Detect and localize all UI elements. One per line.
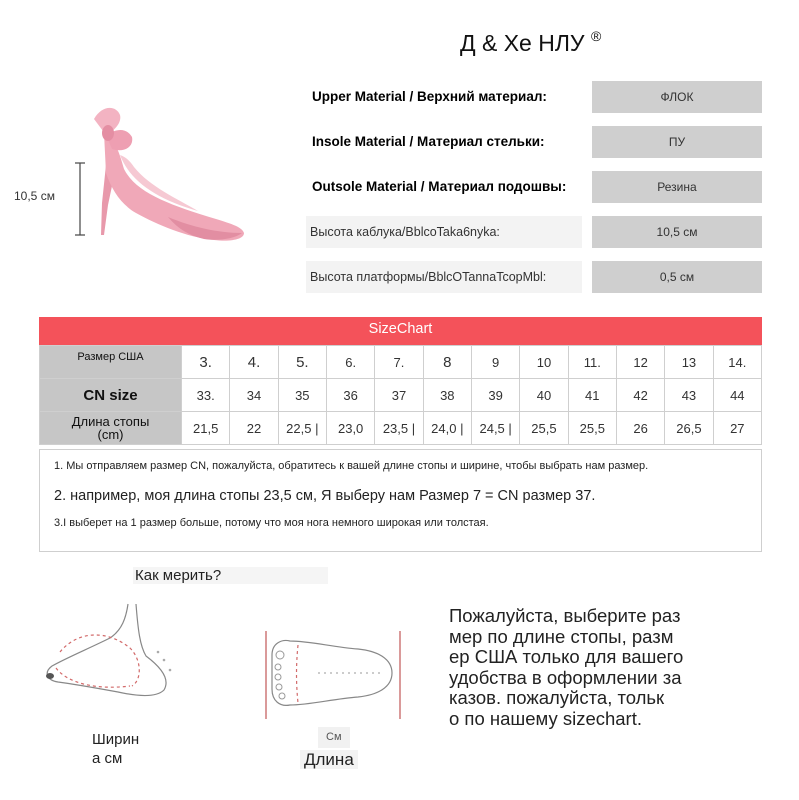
row-header-foot-length bbox=[40, 412, 182, 445]
sizing-advice-text bbox=[449, 606, 749, 729]
table-cell: 37 bbox=[375, 379, 423, 412]
table-cell: 42 bbox=[616, 379, 664, 412]
table-cell: 8 bbox=[423, 346, 471, 379]
table-cell: 24,5 | bbox=[471, 412, 519, 445]
table-cell: 39 bbox=[471, 379, 519, 412]
table-cell: 5. bbox=[278, 346, 326, 379]
row-header-foot-length-line2: (cm) bbox=[97, 427, 124, 442]
table-cell: 6. bbox=[326, 346, 374, 379]
spec-heel-height-label: Высота каблука/BblcoTaka6nyka: bbox=[306, 216, 582, 248]
advice-line: ер США только для вашего bbox=[449, 646, 684, 667]
note-2: 2. например, моя длина стопы 23,5 см, Я выберу нам Размер 7 = CN размер 37. bbox=[54, 488, 596, 504]
foot-top-view-icon bbox=[258, 625, 408, 725]
spec-insole-value: ПУ bbox=[592, 126, 762, 158]
pink-pump-shoe-icon bbox=[8, 95, 268, 265]
table-cell: 23,0 bbox=[326, 412, 374, 445]
length-caption: Длина bbox=[300, 750, 358, 769]
brand-title bbox=[460, 30, 601, 57]
table-cell: 33. bbox=[182, 379, 230, 412]
table-cell: 27 bbox=[713, 412, 761, 445]
how-to-measure-heading: Как мерить? bbox=[133, 567, 328, 584]
table-cell: 41 bbox=[568, 379, 616, 412]
table-cell: 24,0 | bbox=[423, 412, 471, 445]
foot-width-illustration bbox=[38, 600, 198, 710]
advice-line: удобства в оформлении за bbox=[449, 666, 682, 688]
table-cell: 21,5 bbox=[182, 412, 230, 445]
product-image bbox=[8, 95, 268, 265]
table-cell: 35 bbox=[278, 379, 326, 412]
row-header-foot-length-line1: Длина стопы bbox=[71, 414, 150, 429]
foot-side-view-icon bbox=[38, 600, 198, 710]
width-caption-line1: Ширин bbox=[92, 731, 140, 748]
table-cell: 11. bbox=[568, 346, 616, 379]
row-header-cn-size: CN size bbox=[40, 379, 182, 412]
table-cell: 43 bbox=[665, 379, 713, 412]
table-cell: 44 bbox=[713, 379, 761, 412]
table-cell: 14. bbox=[713, 346, 761, 379]
spec-upper-value: ФЛОК bbox=[592, 81, 762, 113]
table-cell: 40 bbox=[520, 379, 568, 412]
advice-line: казов. пожалуйста, тольк bbox=[449, 687, 665, 708]
advice-line: о по нашему sizechart. bbox=[449, 707, 642, 729]
registered-mark: ® bbox=[590, 28, 602, 44]
table-cell: 34 bbox=[230, 379, 278, 412]
heel-dimension-label: 10,5 см bbox=[14, 189, 55, 203]
table-cell: 10 bbox=[520, 346, 568, 379]
table-cell: 26 bbox=[616, 412, 664, 445]
spec-platform-height-value: 0,5 см bbox=[592, 261, 762, 293]
table-row-cn-size bbox=[40, 379, 762, 412]
spec-outsole-value: Резина bbox=[592, 171, 762, 203]
table-cell: 25,5 bbox=[568, 412, 616, 445]
note-3: 3.I выберет на 1 размер больше, потому что моя нога немного широкая или толстая. bbox=[54, 517, 489, 529]
table-cell: 36 bbox=[326, 379, 374, 412]
table-cell: 13 bbox=[665, 346, 713, 379]
size-chart-table bbox=[39, 345, 762, 445]
table-cell: 9 bbox=[471, 346, 519, 379]
size-chart-title: SizeChart bbox=[368, 321, 433, 337]
note-1: 1. Мы отправляем размер CN, пожалуйста, обратитесь к вашей длине стопы и ширине, чтобы выбрать нам размер. bbox=[54, 460, 649, 472]
table-cell: 25,5 bbox=[520, 412, 568, 445]
table-cell: 4. bbox=[230, 346, 278, 379]
table-cell: 3. bbox=[182, 346, 230, 379]
spec-upper-label: Upper Material / Верхний материал: bbox=[312, 81, 588, 113]
advice-line: мер по длине стопы, разм bbox=[449, 625, 674, 647]
table-cell: 22,5 | bbox=[278, 412, 326, 445]
table-cell: 23,5 | bbox=[375, 412, 423, 445]
advice-line: Пожалуйста, выберите раз bbox=[449, 605, 681, 626]
table-cell: 26,5 bbox=[665, 412, 713, 445]
row-header-us-size: Размер США bbox=[40, 346, 182, 379]
brand-name: Д & Хе НЛУ bbox=[460, 30, 585, 56]
table-row-foot-length bbox=[40, 412, 762, 445]
spec-insole-label: Insole Material / Материал стельки: bbox=[312, 126, 588, 158]
spec-outsole-label: Outsole Material / Материал подошвы: bbox=[312, 171, 588, 203]
foot-length-illustration bbox=[258, 625, 408, 725]
spec-heel-height-value: 10,5 см bbox=[592, 216, 762, 248]
table-cell: 22 bbox=[230, 412, 278, 445]
table-cell: 12 bbox=[616, 346, 664, 379]
width-caption bbox=[92, 730, 139, 768]
spec-platform-height-label: Высота платформы/BblcOTannaTcopMbl: bbox=[306, 261, 582, 293]
size-chart-header bbox=[39, 317, 762, 345]
table-row-us-size bbox=[40, 346, 762, 379]
table-cell: 38 bbox=[423, 379, 471, 412]
size-notes-box bbox=[39, 449, 762, 552]
table-cell: 7. bbox=[375, 346, 423, 379]
width-caption-line2: а см bbox=[92, 750, 123, 767]
cm-caption: См bbox=[318, 727, 350, 748]
